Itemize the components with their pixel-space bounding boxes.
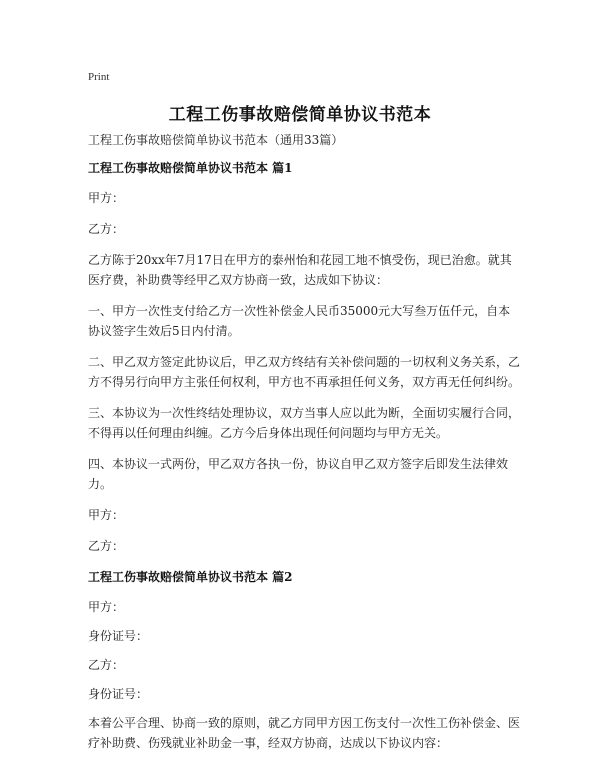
clause-1: 一、甲方一次性支付给乙方一次性补偿金人民币35000元大写叁万伍仟元，自本协议签字生效后5日内付清。 [88, 304, 511, 338]
id-number-label: 身份证号： [88, 687, 149, 701]
document-subtitle: 工程工伤事故赔偿简单协议书范本（通用33篇） [88, 133, 344, 147]
section-heading-2: 工程工伤事故赔偿简单协议书范本 篇2 [88, 570, 293, 584]
document-body [88, 130, 520, 764]
intro-paragraph: 乙方陈于20xx年7月17日在甲方的泰州怡和花园工地不慎受伤，现已治愈。就其医疗费，补助费等经甲乙双方协商一致，达成如下协议： [88, 253, 512, 287]
intro-paragraph: 本着公平合理、协商一致的原则，就乙方同甲方因工伤支付一次性工伤补偿金、医疗补助费、伤残就业补助金一事，经双方协商，达成以下协议内容： [88, 716, 521, 750]
section-heading-1: 工程工伤事故赔偿简单协议书范本 篇1 [88, 161, 293, 175]
document-title: 工程工伤事故赔偿简单协议书范本 [168, 105, 432, 125]
clause-2: 二、甲乙双方签定此协议后，甲乙双方终结有关补偿问题的一切权利义务关系，乙方不得另行向甲方主张任何权利，甲方也不再承担任何义务，双方再无任何纠纷。 [88, 355, 521, 389]
party-a-label: 甲方： [88, 600, 125, 614]
id-number-label: 身份证号： [88, 629, 149, 643]
clause-4: 四、本协议一式两份，甲乙双方各执一份，协议自甲乙双方签字后即发生法律效力。 [88, 457, 509, 491]
clause-3: 三、本协议为一次性终结处理协议，双方当事人应以此为断，全面切实履行合同，不得再以任何理由纠缠。乙方今后身体出现任何问题均与甲方无关。 [88, 406, 521, 440]
party-b-label: 乙方： [88, 658, 125, 672]
print-label: Print [88, 71, 110, 83]
party-a-label: 甲方： [88, 191, 125, 205]
signature-party-b: 乙方： [88, 539, 125, 553]
party-b-label: 乙方： [88, 222, 125, 236]
signature-party-a: 甲方： [88, 508, 125, 522]
